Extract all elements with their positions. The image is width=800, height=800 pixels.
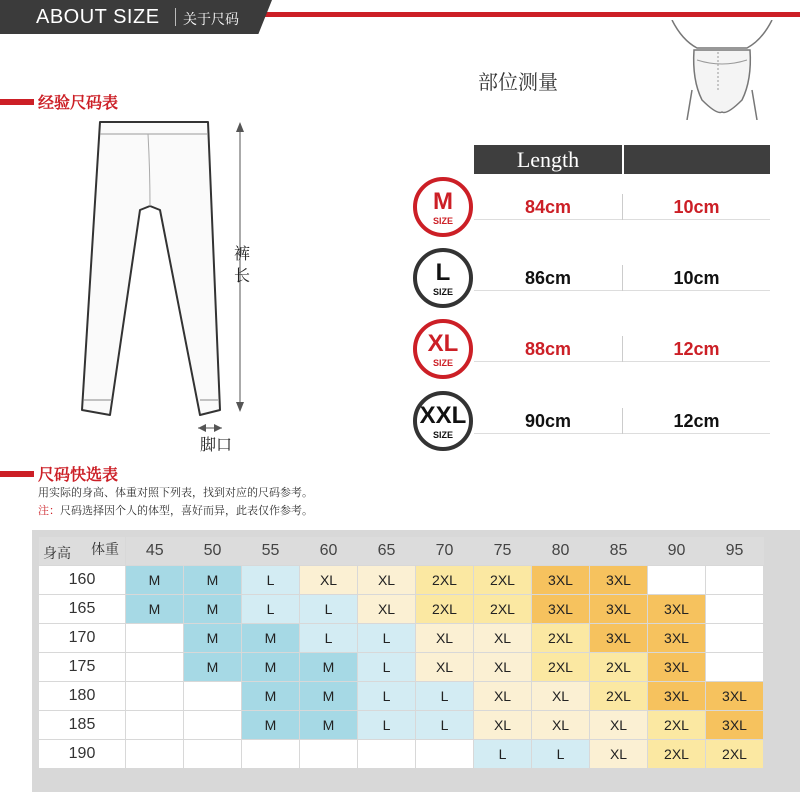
measure-title: 部位测量 — [478, 72, 558, 94]
size-cell: L — [242, 566, 300, 595]
size-badge — [408, 172, 478, 242]
cuff-value: 12cm — [622, 336, 770, 362]
size-cell: 2XL — [590, 682, 648, 711]
size-cell: 3XL — [532, 595, 590, 624]
size-cell — [358, 740, 416, 769]
size-cell: 2XL — [706, 740, 764, 769]
size-cell: M — [126, 595, 184, 624]
section-title: 尺码快选表 — [38, 467, 119, 484]
size-cell: 3XL — [648, 653, 706, 682]
header-separator — [175, 8, 176, 26]
size-cell — [184, 711, 242, 740]
length-value: 84cm — [524, 197, 572, 217]
size-cell: M — [126, 566, 184, 595]
header-title-cn: 关于尺码 — [183, 11, 239, 27]
size-badge — [408, 386, 478, 456]
length-header: Length — [474, 145, 622, 174]
waist-measure-icon — [662, 20, 782, 120]
pants-length-label: 裤长 — [233, 246, 250, 285]
size-values — [474, 408, 770, 434]
size-cell — [648, 566, 706, 595]
height-cell: 180 — [39, 682, 126, 711]
note-usage: 用实际的身高、体重对照下列表，找到对应的尺码参考。 — [38, 487, 313, 499]
height-cell: 170 — [39, 624, 126, 653]
corner-cell — [39, 537, 126, 566]
size-cell — [706, 624, 764, 653]
size-cell: 3XL — [648, 595, 706, 624]
size-cell — [184, 682, 242, 711]
size-cell: XL — [416, 653, 474, 682]
size-cell — [242, 740, 300, 769]
cuff-header — [622, 145, 770, 174]
table-row — [39, 566, 764, 595]
section-bar — [0, 99, 34, 105]
weight-header: 55 — [242, 537, 300, 566]
section-title: 经验尺码表 — [38, 95, 119, 112]
size-cell — [126, 740, 184, 769]
size-cell: M — [184, 566, 242, 595]
size-cell: XL — [590, 711, 648, 740]
corner-weight: 体重 — [91, 541, 119, 557]
note-prefix: 注： — [38, 505, 60, 517]
size-row-m — [408, 172, 770, 242]
height-cell: 175 — [39, 653, 126, 682]
size-values — [474, 194, 770, 220]
table-row — [39, 682, 764, 711]
size-grid — [32, 530, 800, 792]
note-disclaimer — [38, 502, 313, 518]
size-cell: XL — [358, 595, 416, 624]
length-value: 90cm — [524, 411, 572, 431]
size-cell: 2XL — [532, 653, 590, 682]
size-row-xxl — [408, 386, 770, 456]
size-cell: XL — [532, 711, 590, 740]
size-row-l — [408, 243, 770, 313]
size-cell: 2XL — [532, 624, 590, 653]
corner-height: 身高 — [43, 545, 71, 561]
badge-size: XXL — [419, 402, 467, 429]
weight-header: 75 — [474, 537, 532, 566]
size-cell: 2XL — [648, 711, 706, 740]
size-cell: M — [184, 595, 242, 624]
size-table — [38, 536, 764, 769]
size-cell: M — [300, 682, 358, 711]
size-cell — [706, 566, 764, 595]
size-cell — [126, 682, 184, 711]
section-quick-select — [0, 462, 118, 485]
badge-size-label: SIZE — [432, 358, 453, 368]
table-row — [39, 624, 764, 653]
size-badge — [408, 314, 478, 384]
size-cell: M — [300, 711, 358, 740]
table-row — [39, 711, 764, 740]
size-cell: L — [532, 740, 590, 769]
size-cell: 3XL — [706, 682, 764, 711]
weight-header: 50 — [184, 537, 242, 566]
size-cell: 3XL — [648, 682, 706, 711]
badge-size: XL — [427, 330, 459, 357]
size-cell — [706, 595, 764, 624]
size-cell: 3XL — [648, 624, 706, 653]
header-title-en: ABOUT SIZE — [36, 6, 160, 28]
size-cell: M — [242, 624, 300, 653]
note-text: 尺码选择因个人的体型，喜好而异，此表仅作参考。 — [60, 505, 313, 517]
weight-header: 80 — [532, 537, 590, 566]
size-cell: XL — [590, 740, 648, 769]
weight-header: 65 — [358, 537, 416, 566]
size-cell: XL — [300, 566, 358, 595]
size-cell: XL — [416, 624, 474, 653]
weight-header: 60 — [300, 537, 358, 566]
size-cell: L — [416, 682, 474, 711]
size-cell: M — [184, 653, 242, 682]
size-cell — [126, 624, 184, 653]
weight-header: 85 — [590, 537, 648, 566]
size-cell: L — [358, 624, 416, 653]
size-cell: XL — [474, 711, 532, 740]
size-badge — [408, 243, 478, 313]
size-row-xl — [408, 314, 770, 384]
size-cell: XL — [474, 653, 532, 682]
size-cell: XL — [474, 624, 532, 653]
badge-size-label: SIZE — [432, 216, 453, 226]
size-cell: XL — [358, 566, 416, 595]
length-value: 86cm — [524, 268, 572, 288]
size-cell — [300, 740, 358, 769]
badge-size: M — [433, 188, 453, 215]
size-cell: 2XL — [474, 595, 532, 624]
size-cell: 3XL — [532, 566, 590, 595]
size-cell — [416, 740, 474, 769]
weight-header-row — [39, 537, 764, 566]
size-cell: L — [474, 740, 532, 769]
cuff-value: 10cm — [622, 265, 770, 291]
size-cell: XL — [474, 682, 532, 711]
size-cell: L — [300, 595, 358, 624]
length-value: 88cm — [524, 339, 572, 359]
size-cell: 2XL — [416, 566, 474, 595]
size-cell: XL — [532, 682, 590, 711]
section-bar — [0, 471, 34, 477]
size-cell: L — [358, 711, 416, 740]
cuff-value: 10cm — [622, 194, 770, 220]
table-row — [39, 595, 764, 624]
size-cell: M — [184, 624, 242, 653]
measurement-header — [474, 145, 770, 174]
size-cell: 2XL — [474, 566, 532, 595]
size-cell: M — [242, 653, 300, 682]
table-row — [39, 740, 764, 769]
badge-size-label: SIZE — [432, 430, 453, 440]
size-cell: 3XL — [706, 711, 764, 740]
weight-header: 70 — [416, 537, 474, 566]
badge-size-label: SIZE — [432, 287, 453, 297]
size-cell: M — [242, 682, 300, 711]
size-values — [474, 265, 770, 291]
size-cell: L — [300, 624, 358, 653]
weight-header: 45 — [126, 537, 184, 566]
size-cell: M — [242, 711, 300, 740]
size-cell — [184, 740, 242, 769]
height-cell: 160 — [39, 566, 126, 595]
size-cell: L — [416, 711, 474, 740]
weight-header: 90 — [648, 537, 706, 566]
size-cell: 3XL — [590, 624, 648, 653]
size-cell: 2XL — [648, 740, 706, 769]
size-cell: L — [358, 682, 416, 711]
weight-header: 95 — [706, 537, 764, 566]
table-row — [39, 653, 764, 682]
grid-body — [39, 566, 764, 769]
size-cell — [706, 653, 764, 682]
size-cell: 2XL — [590, 653, 648, 682]
size-cell: 3XL — [590, 566, 648, 595]
cuff-label: 脚口 — [200, 437, 233, 454]
size-cell: L — [242, 595, 300, 624]
size-cell — [126, 711, 184, 740]
size-cell: L — [358, 653, 416, 682]
size-cell: M — [300, 653, 358, 682]
height-cell: 185 — [39, 711, 126, 740]
size-cell: 2XL — [416, 595, 474, 624]
size-values — [474, 336, 770, 362]
size-cell: 3XL — [590, 595, 648, 624]
badge-size: L — [435, 259, 451, 286]
height-cell: 165 — [39, 595, 126, 624]
size-cell — [126, 653, 184, 682]
cuff-value: 12cm — [622, 408, 770, 434]
height-cell: 190 — [39, 740, 126, 769]
